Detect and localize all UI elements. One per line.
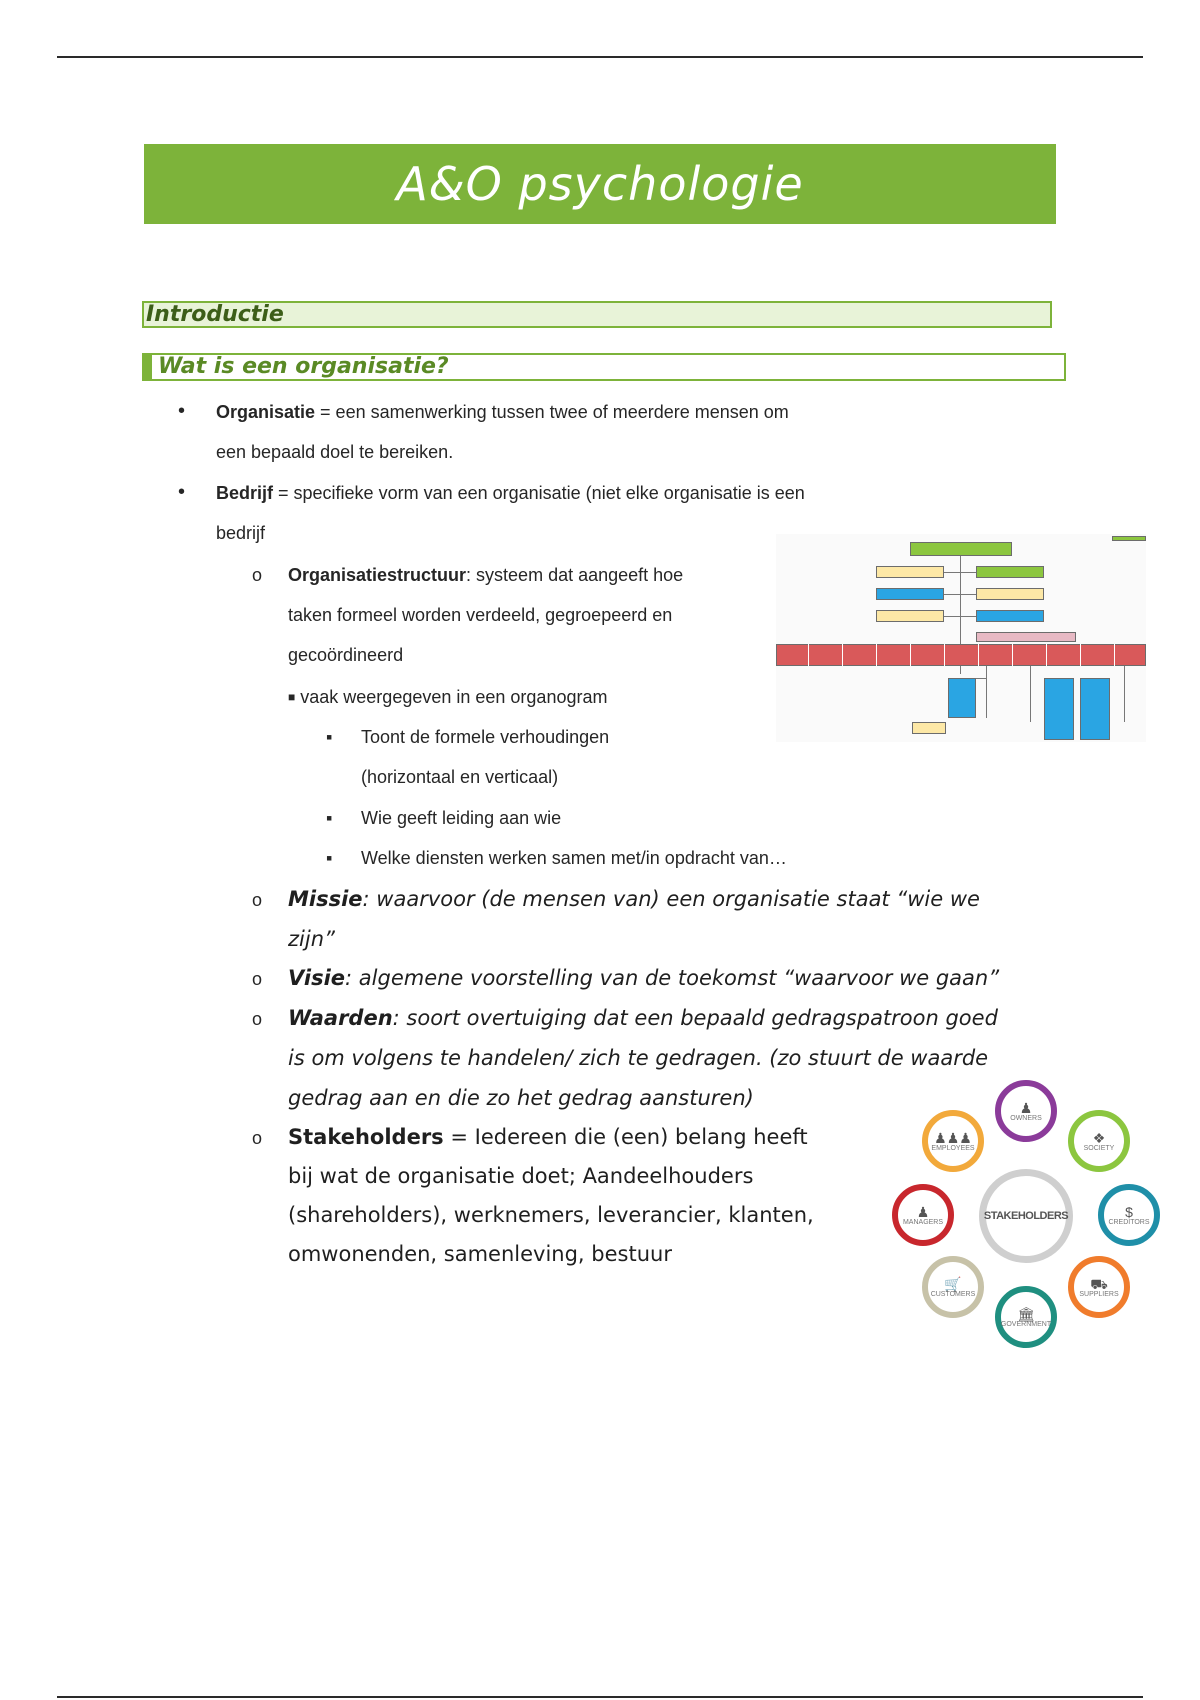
customers-icon: 🛒 bbox=[944, 1275, 962, 1292]
org-department-row bbox=[776, 644, 1146, 666]
org-line bbox=[842, 644, 843, 666]
stakeholder-society: ❖ SOCIETY bbox=[1068, 1110, 1130, 1172]
term-bedrijf: Bedrijf bbox=[216, 483, 274, 503]
employees-icon: ♟♟♟ bbox=[934, 1129, 972, 1146]
stakeholders-center: STAKEHOLDERS bbox=[979, 1169, 1073, 1263]
org-line bbox=[808, 644, 809, 666]
term-visie: Visie bbox=[288, 966, 346, 990]
structuur-line1: Organisatiestructuur: systeem dat aangeeft hoe bbox=[288, 565, 684, 585]
waarden-line3: gedrag aan en die zo het gedrag aansturen) bbox=[288, 1086, 754, 1110]
stakeholders-line4: omwonenden, samenleving, bestuur bbox=[288, 1242, 672, 1266]
missie-line1: Missie: waarvoor (de mensen van) een organisatie staat “wie we bbox=[288, 887, 980, 911]
managers-icon: ♟ bbox=[916, 1203, 930, 1220]
term-waarden: Waarden bbox=[288, 1006, 393, 1030]
org-line bbox=[1046, 644, 1047, 666]
point-3: Welke diensten werken samen met/in opdracht van… bbox=[361, 848, 787, 868]
document-title: A&O psychologie bbox=[144, 144, 1056, 224]
bullet-bedrijf-line1: Bedrijf = specifieke vorm van een organisatie (niet elke organisatie is een bbox=[216, 483, 805, 503]
stakeholder-government: 🏛 GOVERNMENT bbox=[995, 1286, 1057, 1348]
org-line bbox=[976, 678, 986, 679]
org-box bbox=[1080, 678, 1110, 740]
org-line bbox=[1030, 666, 1031, 722]
org-box bbox=[876, 610, 944, 622]
organogram-image bbox=[776, 534, 1146, 742]
org-line bbox=[944, 594, 976, 595]
org-line bbox=[876, 644, 877, 666]
structuur-line2: taken formeel worden verdeeld, gegroepeerd en bbox=[288, 605, 673, 625]
org-line bbox=[986, 666, 987, 718]
society-icon: ❖ bbox=[1092, 1129, 1106, 1146]
org-box bbox=[976, 610, 1044, 622]
org-box bbox=[912, 722, 946, 734]
org-line bbox=[1114, 644, 1115, 666]
point-2: Wie geeft leiding aan wie bbox=[361, 808, 562, 828]
point-1: Toont de formele verhoudingen bbox=[361, 727, 610, 747]
org-box bbox=[976, 566, 1044, 578]
bullet-organisatie-line1: Organisatie = een samenwerking tussen twee of meerdere mensen om bbox=[216, 402, 789, 422]
stakeholder-employees: ♟♟♟ EMPLOYEES bbox=[922, 1110, 984, 1172]
heading-introductie: Introductie bbox=[142, 301, 1052, 328]
stakeholders-diagram bbox=[880, 1076, 1170, 1356]
square-marker: ▪ bbox=[326, 808, 333, 828]
org-line bbox=[1124, 666, 1125, 722]
term-organisatiestructuur: Organisatiestructuur bbox=[288, 565, 467, 585]
bullet-marker: • bbox=[178, 400, 186, 422]
owners-icon: ♟ bbox=[1019, 1099, 1033, 1116]
point-1-cont: (horizontaal en verticaal) bbox=[361, 767, 559, 787]
header-rule bbox=[57, 56, 1143, 58]
circle-marker: o bbox=[252, 1128, 263, 1148]
circle-marker: o bbox=[252, 565, 263, 585]
stakeholder-owners: ♟ OWNERS bbox=[995, 1080, 1057, 1142]
org-line bbox=[910, 644, 911, 666]
bullet-marker: • bbox=[178, 481, 186, 503]
stakeholders-line2: bij wat de organisatie doet; Aandeelhouders bbox=[288, 1164, 754, 1188]
visie-line1: Visie: algemene voorstelling van de toekomst “waarvoor we gaan” bbox=[288, 966, 1000, 990]
government-icon: 🏛 bbox=[1017, 1305, 1035, 1322]
org-box bbox=[976, 632, 1076, 642]
circle-marker: o bbox=[252, 969, 263, 989]
bullet-organisatie-line2: een bepaald doel te bereiken. bbox=[216, 442, 454, 462]
org-legend-box bbox=[1112, 536, 1146, 541]
org-box bbox=[876, 588, 944, 600]
stakeholder-customers: 🛒 CUSTOMERS bbox=[922, 1256, 984, 1318]
stakeholders-line1: Stakeholders = Iedereen die (een) belang heeft bbox=[288, 1125, 808, 1149]
stakeholder-suppliers: ⛟ SUPPLIERS bbox=[1068, 1256, 1130, 1318]
footer-rule bbox=[57, 1696, 1143, 1698]
term-stakeholders: Stakeholders bbox=[288, 1125, 444, 1149]
org-box bbox=[976, 588, 1044, 600]
waarden-line2: is om volgens te handelen/ zich te gedragen. (zo stuurt de waarde bbox=[288, 1046, 989, 1070]
org-box bbox=[876, 566, 944, 578]
suppliers-icon: ⛟ bbox=[1090, 1275, 1108, 1292]
heading-wat-is-een-organisatie: Wat is een organisatie? bbox=[142, 353, 1066, 381]
term-organisatie: Organisatie bbox=[216, 402, 316, 422]
missie-line2: zijn” bbox=[288, 927, 335, 951]
structuur-line3: gecoördineerd bbox=[288, 645, 404, 665]
org-top-box bbox=[910, 542, 1012, 556]
creditors-icon: $ bbox=[1125, 1203, 1133, 1220]
org-line bbox=[944, 572, 976, 573]
org-line bbox=[1080, 644, 1081, 666]
stakeholder-managers: ♟ MANAGERS bbox=[892, 1184, 954, 1246]
organogram-line: ■ vaak weergegeven in een organogram bbox=[288, 687, 608, 707]
org-line bbox=[944, 644, 945, 666]
org-line bbox=[1012, 644, 1013, 666]
circle-marker: o bbox=[252, 1009, 263, 1029]
square-marker: ▪ bbox=[326, 727, 333, 747]
org-line bbox=[944, 616, 976, 617]
circle-marker: o bbox=[252, 890, 263, 910]
term-missie: Missie bbox=[288, 887, 363, 911]
square-marker: ▪ bbox=[326, 848, 333, 868]
stakeholder-creditors: $ CREDITORS bbox=[1098, 1184, 1160, 1246]
org-box bbox=[1044, 678, 1074, 740]
bullet-bedrijf-line2: bedrijf bbox=[216, 523, 266, 543]
org-box bbox=[948, 678, 976, 718]
org-line bbox=[978, 644, 979, 666]
waarden-line1: Waarden: soort overtuiging dat een bepaald gedragspatroon goed bbox=[288, 1006, 998, 1030]
stakeholders-line3: (shareholders), werknemers, leverancier, klanten, bbox=[288, 1203, 814, 1227]
